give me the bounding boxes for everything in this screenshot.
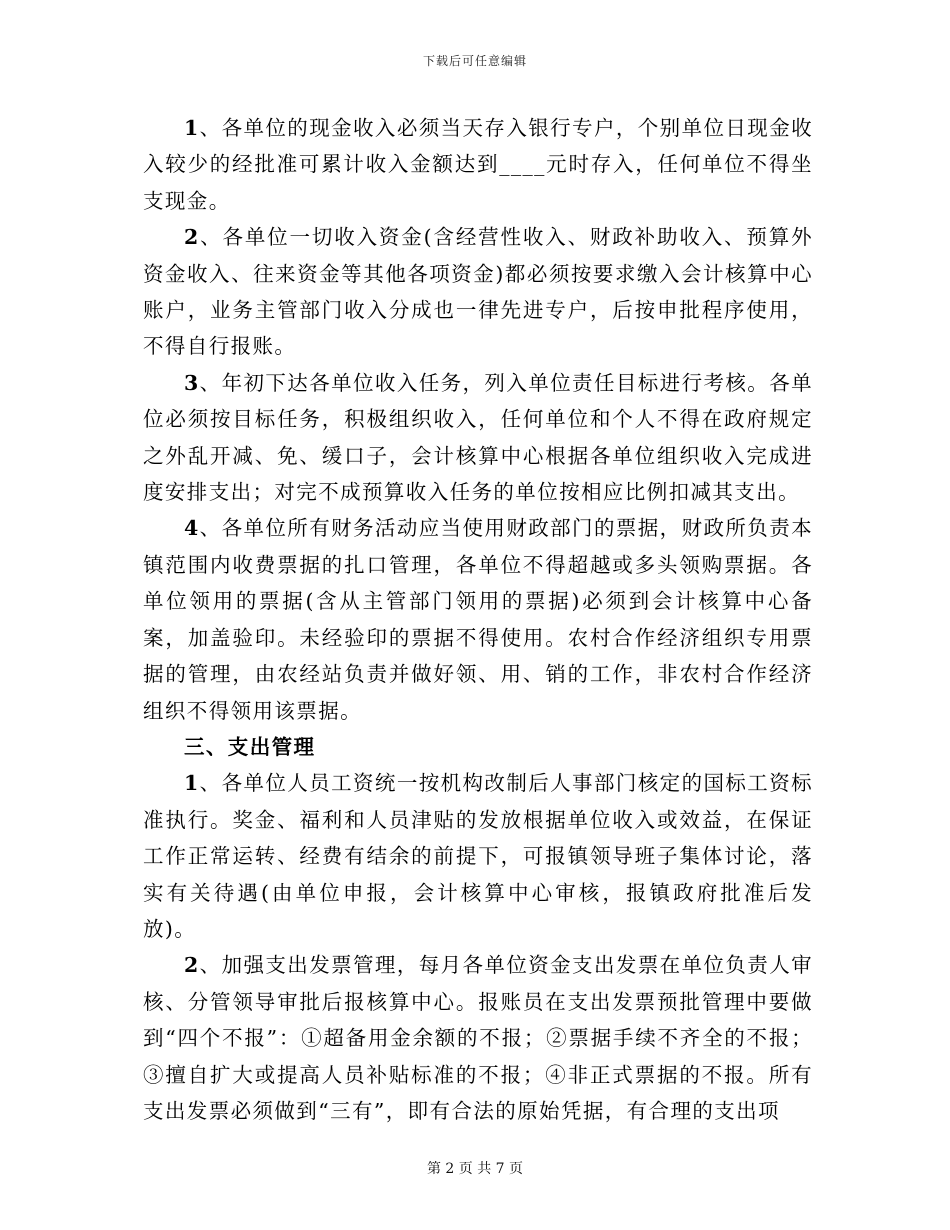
paragraph-text: 、加强支出发票管理，每月各单位资金支出发票在单位负责人审核、分管领导审批后报核算中心。报账员在支出发票预批管理中要做到“四个不报”：①超备用金余额的不报；②票据手续不齐全的不报；③擅自扩大或提高人员补贴标准的不报；④非正式票据的不报。所有支出发票必须做到“三有”，即有合法的原始凭据，有合理的支出项 [143, 953, 813, 1123]
paragraph-number: 2 [184, 225, 200, 250]
paragraph-number: 2 [184, 953, 200, 978]
paragraph-2 [143, 219, 813, 365]
section-paragraph-2 [143, 947, 813, 1129]
paragraph-text: 、各单位所有财务活动应当使用财政部门的票据，财政所负责本镇范围内收费票据的扎口管理，各单位不得超越或多头领购票据。各单位领用的票据(含从主管部门领用的票据)必须到会计核算中心备案，加盖验印。未经验印的票据不得使用。农村合作经济组织专用票据的管理，由农经站负责并做好领、用、销的工作，非农村合作经济组织不得领用该票据。 [143, 516, 813, 723]
section-heading: 三、支出管理 [184, 734, 316, 759]
paragraph-text: 、各单位的现金收入必须当天存入银行专户，个别单位日现金收入较少的经批准可累计收入金额达到____元时存入，任何单位不得坐支现金。 [143, 116, 813, 213]
paragraph-1 [143, 110, 813, 219]
page-header: 下载后可任意编辑 [422, 54, 527, 68]
document-body [143, 110, 813, 1129]
section-paragraph-1 [143, 765, 813, 947]
paragraph-number: 1 [184, 771, 200, 796]
page-footer: 第 2 页 共 7 页 [426, 1161, 524, 1177]
paragraph-text: 、各单位一切收入资金(含经营性收入、财政补助收入、预算外资金收入、往来资金等其他各项资金)都必须按要求缴入会计核算中心账户，业务主管部门收入分成也一律先进专户，后按申批程序使用，不得自行报账。 [143, 225, 813, 359]
paragraph-number: 4 [184, 516, 200, 541]
paragraph-number: 3 [184, 370, 200, 395]
paragraph-3 [143, 365, 813, 511]
paragraph-4 [143, 510, 813, 728]
paragraph-text: 、年初下达各单位收入任务，列入单位责任目标进行考核。各单位必须按目标任务，积极组织收入，任何单位和个人不得在政府规定之外乱开减、免、缓口子，会计核算中心根据各单位组织收入完成进度安排支出；对完不成预算收入任务的单位按相应比例扣减其支出。 [143, 370, 813, 505]
paragraph-number: 1 [184, 116, 200, 140]
paragraph-text: 、各单位人员工资统一按机构改制后人事部门核定的国标工资标准执行。奖金、福利和人员津贴的发放根据单位收入或效益，在保证工作正常运转、经费有结余的前提下，可报镇领导班子集体讨论，落实有关待遇(由单位申报，会计核算中心审核，报镇政府批准后发放)。 [143, 771, 813, 941]
